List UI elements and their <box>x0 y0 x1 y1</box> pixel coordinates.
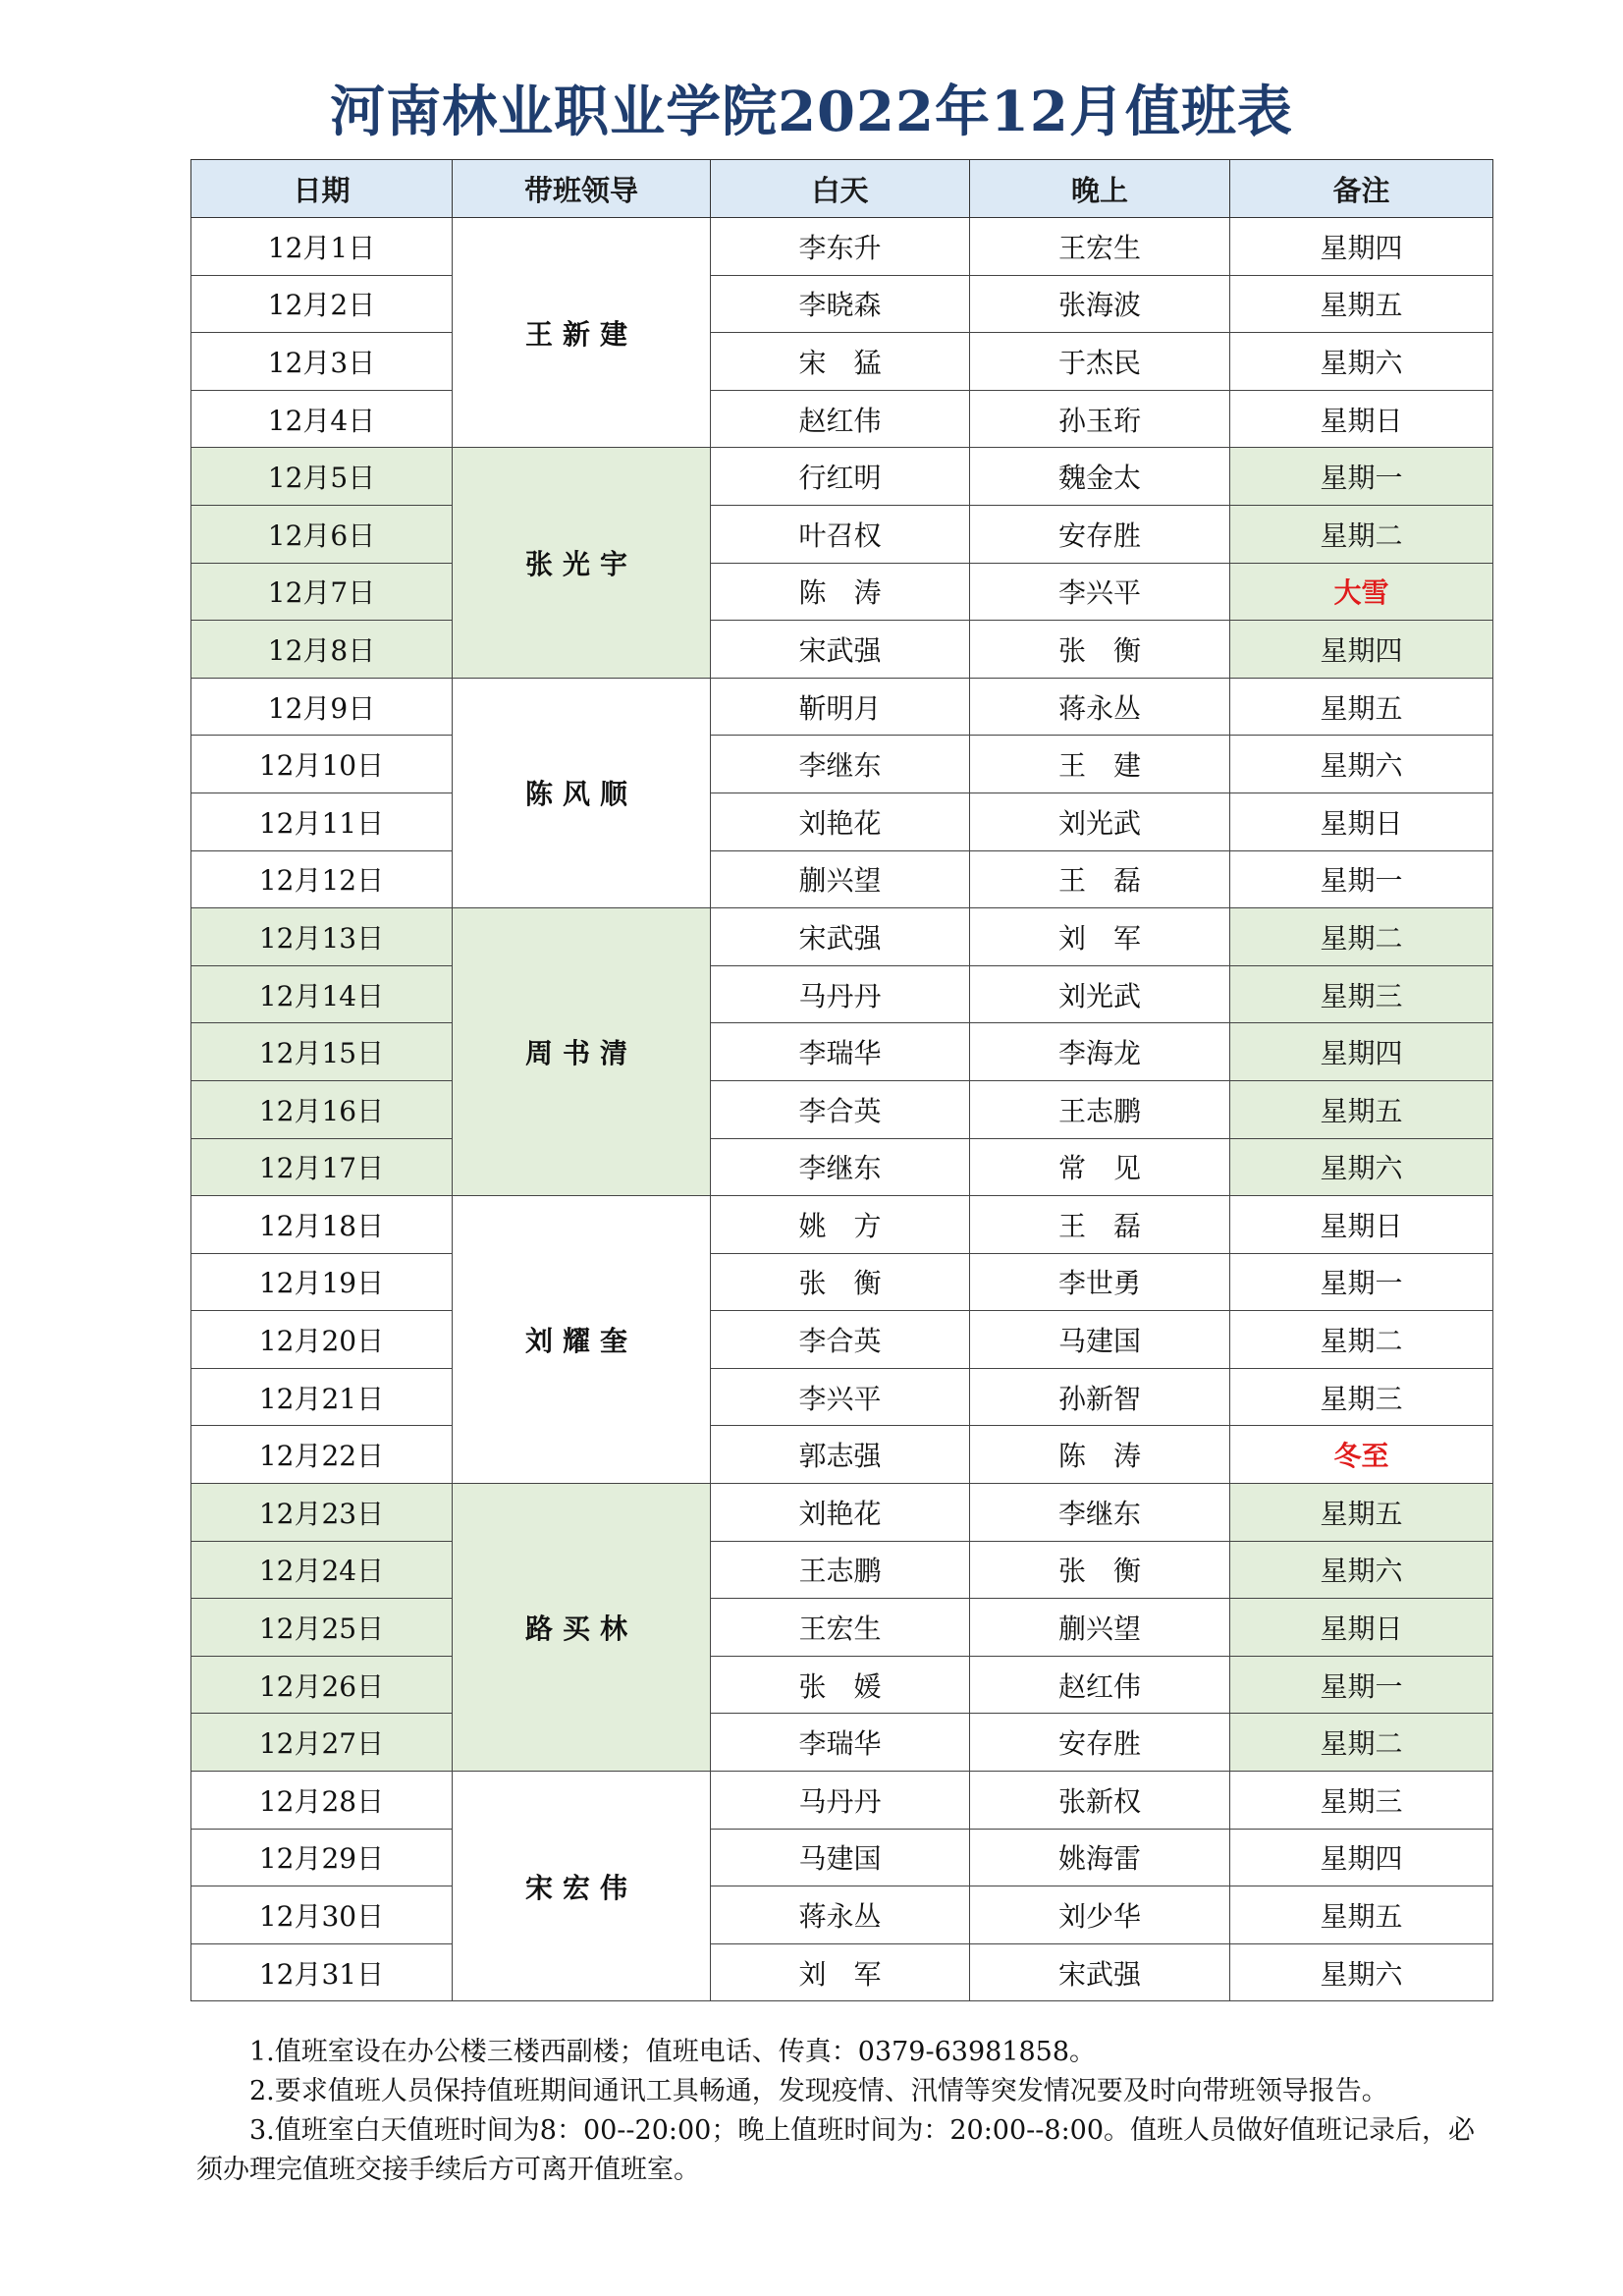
night-shift-cell: 陈 涛 <box>970 1426 1230 1484</box>
day-shift-cell: 李晓森 <box>711 275 970 333</box>
night-shift-cell: 于杰民 <box>970 333 1230 391</box>
night-shift-cell: 蒋永丛 <box>970 678 1230 736</box>
night-shift-cell: 李兴平 <box>970 563 1230 621</box>
date-cell: 12月6日 <box>191 505 453 563</box>
note-1: 1.值班室设在办公楼三楼西副楼；值班电话、传真：0379-63981858。 <box>249 2037 1097 2067</box>
table-row <box>191 1829 1493 1886</box>
note-2: 2.要求值班人员保持值班期间通讯工具畅通，发现疫情、汛情等突发情况要及时向带班领导报告。 <box>249 2076 1388 2106</box>
night-shift-cell: 刘少华 <box>970 1886 1230 1944</box>
remarks-cell: 星期一 <box>1230 1656 1493 1714</box>
day-shift-cell: 马丹丹 <box>711 1772 970 1830</box>
night-shift-cell: 姚海雷 <box>970 1829 1230 1886</box>
day-shift-cell: 李继东 <box>711 1138 970 1196</box>
remarks-cell: 星期一 <box>1230 850 1493 908</box>
date-cell: 12月3日 <box>191 333 453 391</box>
remarks-cell: 星期一 <box>1230 448 1493 506</box>
night-shift-cell: 张 衡 <box>970 1541 1230 1599</box>
day-shift-cell: 叶召权 <box>711 505 970 563</box>
night-shift-cell: 王 磊 <box>970 1196 1230 1254</box>
date-cell: 12月2日 <box>191 275 453 333</box>
table-row <box>191 1541 1493 1599</box>
date-cell: 12月29日 <box>191 1829 453 1886</box>
table-row <box>191 621 1493 679</box>
header-date: 日期 <box>191 160 453 218</box>
remarks-cell: 星期五 <box>1230 275 1493 333</box>
remarks-cell: 星期四 <box>1230 1829 1493 1886</box>
table-row <box>191 1023 1493 1081</box>
night-shift-cell: 蒯兴望 <box>970 1599 1230 1657</box>
date-cell: 12月5日 <box>191 448 453 506</box>
date-cell: 12月11日 <box>191 793 453 850</box>
date-cell: 12月24日 <box>191 1541 453 1599</box>
date-cell: 12月30日 <box>191 1886 453 1944</box>
header-row <box>191 160 1493 218</box>
table-row <box>191 1138 1493 1196</box>
table-row <box>191 333 1493 391</box>
night-shift-cell: 刘光武 <box>970 965 1230 1023</box>
table-row <box>191 1253 1493 1311</box>
day-shift-cell: 陈 涛 <box>711 563 970 621</box>
date-cell: 12月31日 <box>191 1943 453 2001</box>
header-night-shift: 晚上 <box>970 160 1230 218</box>
table-row <box>191 505 1493 563</box>
table-row <box>191 1426 1493 1484</box>
table-row <box>191 1311 1493 1369</box>
day-shift-cell: 李兴平 <box>711 1368 970 1426</box>
remarks-cell: 星期日 <box>1230 1599 1493 1657</box>
night-shift-cell: 张 衡 <box>970 621 1230 679</box>
remarks-cell: 星期二 <box>1230 1311 1493 1369</box>
day-shift-cell: 李瑞华 <box>711 1023 970 1081</box>
header-remarks: 备注 <box>1230 160 1493 218</box>
remarks-cell: 星期六 <box>1230 333 1493 391</box>
table-row <box>191 965 1493 1023</box>
night-shift-cell: 王 建 <box>970 736 1230 793</box>
remarks-cell: 星期二 <box>1230 908 1493 966</box>
duty-roster-table <box>190 159 1493 2001</box>
table-row <box>191 1484 1493 1542</box>
note-3: 3.值班室白天值班时间为8：00--20:00；晚上值班时间为：20:00--8:00。值班人员做好值班记录后，必须办理完值班交接手续后方可离开值班室。 <box>196 2115 1476 2185</box>
leader-cell: 周书清 <box>453 908 711 1196</box>
table-row <box>191 1943 1493 2001</box>
header-leader: 带班领导 <box>453 160 711 218</box>
day-shift-cell: 张 媛 <box>711 1656 970 1714</box>
day-shift-cell: 刘 军 <box>711 1943 970 2001</box>
date-cell: 12月19日 <box>191 1253 453 1311</box>
date-cell: 12月15日 <box>191 1023 453 1081</box>
night-shift-cell: 刘光武 <box>970 793 1230 850</box>
table-row <box>191 678 1493 736</box>
day-shift-cell: 行红明 <box>711 448 970 506</box>
roster-body <box>191 218 1493 2001</box>
night-shift-cell: 张海波 <box>970 275 1230 333</box>
table-row <box>191 390 1493 448</box>
night-shift-cell: 王志鹏 <box>970 1080 1230 1138</box>
day-shift-cell: 王宏生 <box>711 1599 970 1657</box>
date-cell: 12月27日 <box>191 1714 453 1772</box>
header-day-shift: 白天 <box>711 160 970 218</box>
table-row <box>191 1196 1493 1254</box>
day-shift-cell: 刘艳花 <box>711 1484 970 1542</box>
date-cell: 12月23日 <box>191 1484 453 1542</box>
day-shift-cell: 姚 方 <box>711 1196 970 1254</box>
day-shift-cell: 李合英 <box>711 1080 970 1138</box>
remarks-cell: 星期六 <box>1230 1138 1493 1196</box>
day-shift-cell: 李瑞华 <box>711 1714 970 1772</box>
notes-section <box>196 2033 1483 2190</box>
table-row <box>191 850 1493 908</box>
table-row <box>191 1368 1493 1426</box>
night-shift-cell: 宋武强 <box>970 1943 1230 2001</box>
remarks-cell: 星期二 <box>1230 1714 1493 1772</box>
date-cell: 12月12日 <box>191 850 453 908</box>
remarks-cell: 星期三 <box>1230 1368 1493 1426</box>
night-shift-cell: 孙玉珩 <box>970 390 1230 448</box>
date-cell: 12月8日 <box>191 621 453 679</box>
remarks-cell: 星期日 <box>1230 1196 1493 1254</box>
remarks-cell: 星期四 <box>1230 621 1493 679</box>
night-shift-cell: 李继东 <box>970 1484 1230 1542</box>
night-shift-cell: 魏金太 <box>970 448 1230 506</box>
leader-cell: 刘耀奎 <box>453 1196 711 1484</box>
day-shift-cell: 李合英 <box>711 1311 970 1369</box>
leader-cell: 路买林 <box>453 1484 711 1772</box>
remarks-cell: 星期一 <box>1230 1253 1493 1311</box>
date-cell: 12月7日 <box>191 563 453 621</box>
day-shift-cell: 刘艳花 <box>711 793 970 850</box>
remarks-cell: 星期五 <box>1230 1886 1493 1944</box>
date-cell: 12月26日 <box>191 1656 453 1714</box>
day-shift-cell: 李继东 <box>711 736 970 793</box>
leader-cell: 陈风顺 <box>453 678 711 907</box>
table-row <box>191 1656 1493 1714</box>
night-shift-cell: 安存胜 <box>970 1714 1230 1772</box>
date-cell: 12月9日 <box>191 678 453 736</box>
table-row <box>191 1772 1493 1830</box>
table-row <box>191 793 1493 850</box>
day-shift-cell: 马建国 <box>711 1829 970 1886</box>
day-shift-cell: 赵红伟 <box>711 390 970 448</box>
remarks-cell: 星期六 <box>1230 736 1493 793</box>
date-cell: 12月14日 <box>191 965 453 1023</box>
remarks-cell: 星期日 <box>1230 390 1493 448</box>
remarks-cell: 星期四 <box>1230 218 1493 276</box>
night-shift-cell: 张新权 <box>970 1772 1230 1830</box>
date-cell: 12月21日 <box>191 1368 453 1426</box>
table-row <box>191 448 1493 506</box>
table-row <box>191 1599 1493 1657</box>
remarks-cell: 星期三 <box>1230 965 1493 1023</box>
date-cell: 12月25日 <box>191 1599 453 1657</box>
night-shift-cell: 常 见 <box>970 1138 1230 1196</box>
date-cell: 12月18日 <box>191 1196 453 1254</box>
remarks-cell: 星期五 <box>1230 1080 1493 1138</box>
date-cell: 12月20日 <box>191 1311 453 1369</box>
remarks-cell: 星期五 <box>1230 1484 1493 1542</box>
day-shift-cell: 马丹丹 <box>711 965 970 1023</box>
day-shift-cell: 蒋永丛 <box>711 1886 970 1944</box>
day-shift-cell: 张 衡 <box>711 1253 970 1311</box>
leader-cell: 王新建 <box>453 218 711 448</box>
table-row <box>191 1714 1493 1772</box>
date-cell: 12月10日 <box>191 736 453 793</box>
night-shift-cell: 王宏生 <box>970 218 1230 276</box>
day-shift-cell: 宋武强 <box>711 621 970 679</box>
table-row <box>191 736 1493 793</box>
remarks-cell: 星期二 <box>1230 505 1493 563</box>
date-cell: 12月22日 <box>191 1426 453 1484</box>
remarks-cell: 星期四 <box>1230 1023 1493 1081</box>
night-shift-cell: 李海龙 <box>970 1023 1230 1081</box>
table-row <box>191 275 1493 333</box>
remarks-cell: 大雪 <box>1230 563 1493 621</box>
date-cell: 12月28日 <box>191 1772 453 1830</box>
leader-cell: 张光宇 <box>453 448 711 678</box>
day-shift-cell: 王志鹏 <box>711 1541 970 1599</box>
remarks-cell: 星期日 <box>1230 793 1493 850</box>
date-cell: 12月13日 <box>191 908 453 966</box>
table-row <box>191 563 1493 621</box>
date-cell: 12月17日 <box>191 1138 453 1196</box>
remarks-cell: 星期五 <box>1230 678 1493 736</box>
day-shift-cell: 蒯兴望 <box>711 850 970 908</box>
night-shift-cell: 安存胜 <box>970 505 1230 563</box>
night-shift-cell: 孙新智 <box>970 1368 1230 1426</box>
table-row <box>191 218 1493 276</box>
night-shift-cell: 赵红伟 <box>970 1656 1230 1714</box>
leader-cell: 宋宏伟 <box>453 1772 711 2001</box>
remarks-cell: 冬至 <box>1230 1426 1493 1484</box>
day-shift-cell: 靳明月 <box>711 678 970 736</box>
table-row <box>191 1080 1493 1138</box>
day-shift-cell: 宋 猛 <box>711 333 970 391</box>
remarks-cell: 星期六 <box>1230 1943 1493 2001</box>
table-row <box>191 908 1493 966</box>
night-shift-cell: 刘 军 <box>970 908 1230 966</box>
day-shift-cell: 郭志强 <box>711 1426 970 1484</box>
remarks-cell: 星期六 <box>1230 1541 1493 1599</box>
day-shift-cell: 宋武强 <box>711 908 970 966</box>
night-shift-cell: 马建国 <box>970 1311 1230 1369</box>
page-title: 河南林业职业学院2022年12月值班表 <box>330 80 1293 144</box>
day-shift-cell: 李东升 <box>711 218 970 276</box>
night-shift-cell: 王 磊 <box>970 850 1230 908</box>
table-row <box>191 1886 1493 1944</box>
date-cell: 12月1日 <box>191 218 453 276</box>
date-cell: 12月16日 <box>191 1080 453 1138</box>
date-cell: 12月4日 <box>191 390 453 448</box>
night-shift-cell: 李世勇 <box>970 1253 1230 1311</box>
remarks-cell: 星期三 <box>1230 1772 1493 1830</box>
